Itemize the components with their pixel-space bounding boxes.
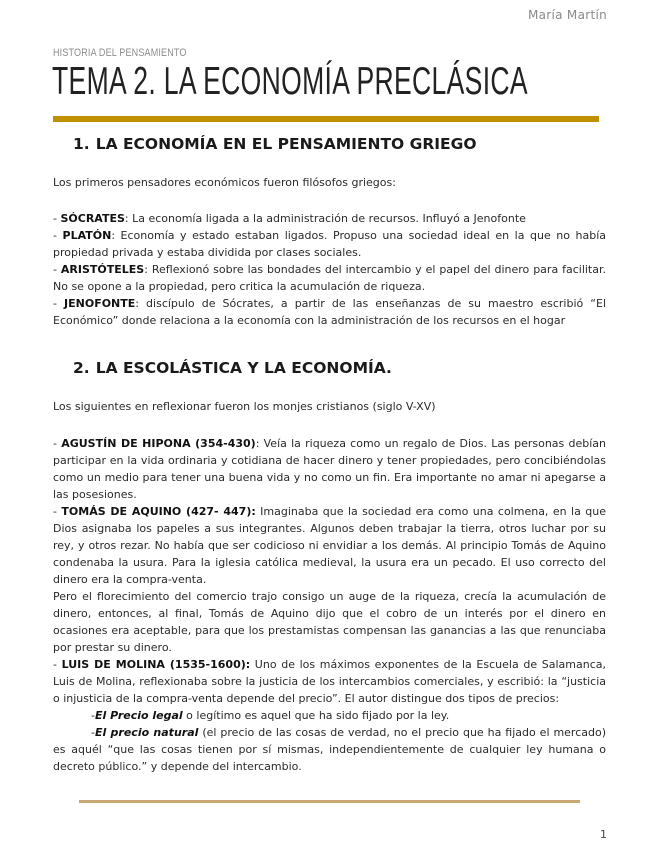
section-2-heading: 2. LA ESCOLÁSTICA Y LA ECONOMÍA. <box>73 359 392 377</box>
list-item-jenofonte: - JENOFONTE: discípulo de Sócrates, a partir de las enseñanzas de su maestro escribió “El Económico” donde relaciona a la economía con la administración de los recursos en el hogar <box>53 297 607 327</box>
footer-divider <box>79 800 580 803</box>
paragraph-precio-legal: -El Precio legal o legítimo es aquel que ha sido fijado por la ley. <box>91 709 450 722</box>
paragraph-tomas: - TOMÁS DE AQUINO (427- 447): Imaginaba que la sociedad era como una colmena, en la que Dios asignaba los papeles a sus integrantes. Algunos deben trabajar la tierra, otros luchar por su rey, y otros rezar. No había que ser codicioso ni envidiar a los demás. Al principio Tomás de Aquino condenaba la usura. Para la iglesia católica medieval, la usura era un pecado. El uso correcto del dinero era la compra-venta. <box>53 505 606 586</box>
paragraph-pero: Pero el florecimiento del comercio trajo consigo un auge de la riqueza, crecía la acumulación de dinero, entonces, al final, Tomás de Aquino dijo que el cobro de un interés por el dinero en ocasiones era aceptable, para que los prestamistas compensan las ganancias a las que renunciaba por prestar su dinero. <box>53 590 606 654</box>
list-item-platon: - PLATÓN: Economía y estado estaban ligados. Propuso una sociedad ideal en la que no había propiedad privada y estaba dividida por clases sociales. <box>53 229 606 259</box>
section-1-heading: 1. LA ECONOMÍA EN EL PENSAMIENTO GRIEGO <box>73 135 477 153</box>
list-item-socrates: - SÓCRATES: La economía ligada a la administración de recursos. Influyó a Jenofonte <box>53 212 526 225</box>
author-name: María Martín <box>527 8 607 22</box>
list-item-aristoteles: - ARISTÓTELES: Reflexionó sobre las bondades del intercambio y el papel del dinero para facilitar. No se opone a la propiedad, pero critica la acumulación de riqueza. <box>53 263 606 293</box>
paragraph-agustin: - AGUSTÍN DE HIPONA (354-430): Veía la riqueza como un regalo de Dios. Las personas debían participar en la vida ordinaria y cotidiana de hacer dinero y tener propiedades, pero concibiéndolas como un medio para tener una buena vida y no como un fin. Era importante no amar ni apegarse a las posesiones. <box>53 437 606 501</box>
page-title: TEMA 2. LA ECONOMÍA PRECLÁSICA <box>52 60 528 103</box>
paragraph-molina: - LUIS DE MOLINA (1535-1600): Uno de los máximos exponentes de la Escuela de Salamanca, Luis de Molina, reflexionaba sobre la justicia de los intercambios comerciales, y escribió: la “justicia o injusticia de la compra-venta depende del precio”. El autor distingue dos tipos de precios: <box>53 658 606 705</box>
section-1-list <box>53 210 606 329</box>
subject-label: HISTORIA DEL PENSAMIENTO <box>53 47 187 59</box>
paragraph-precio-natural: -El precio natural (el precio de las cosas de verdad, no el precio que ha fijado el mercado) es aquél “que las cosas tienen por sí mismas, independientemente de cualquier ley humana o decreto público.” y depende del intercambio. <box>53 726 607 773</box>
title-underline-bar <box>53 116 599 122</box>
page-number: 1 <box>600 828 607 841</box>
section-2-body <box>53 435 606 775</box>
section-1-intro: Los primeros pensadores económicos fueron filósofos griegos: <box>53 176 396 189</box>
section-2-intro: Los siguientes en reflexionar fueron los monjes cristianos (siglo V-XV) <box>53 400 436 413</box>
